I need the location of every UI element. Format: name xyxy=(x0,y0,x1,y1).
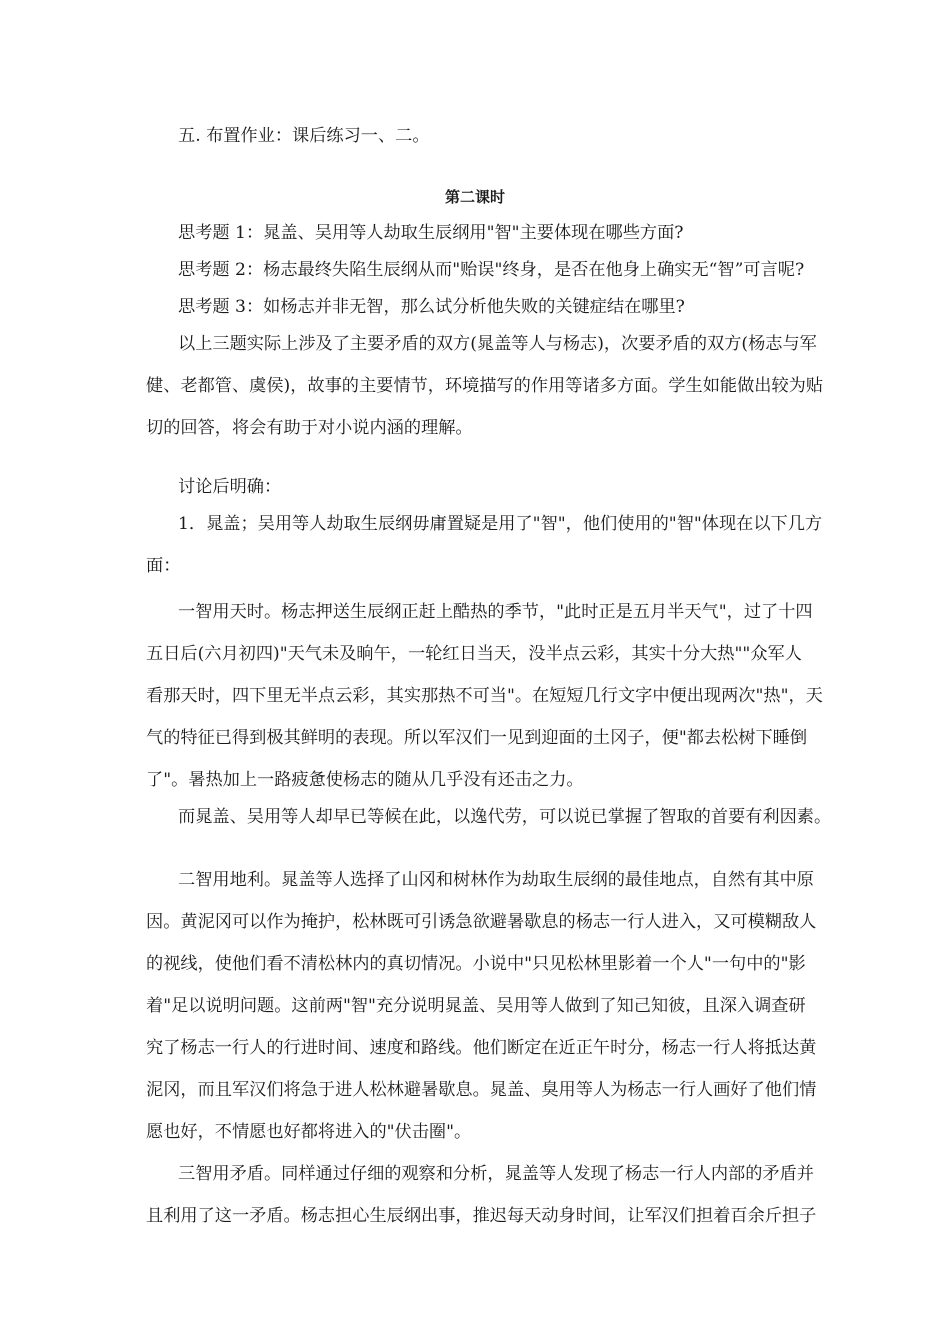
summary-line: 切的回答，将会有助于对小说内涵的理解。 xyxy=(146,418,473,438)
wisdom-2-line: 泥冈，而且军汉们将急于进人松林避暑歇息。晁盖、臭用等人为杨志一行人画好了他们情 xyxy=(146,1080,817,1100)
wisdom-1-line: 一智用天时。杨志押送生辰纲正赶上酷热的季节，"此时正是五月半天气"，过了十四 xyxy=(178,602,813,622)
wisdom-2-line: 愿也好，不情愿也好都将进入的"伏击圈"。 xyxy=(146,1122,472,1142)
question-1: 思考题 1：晁盖、吴用等人劫取生辰纲用"智"主要体现在哪些方面? xyxy=(178,223,684,243)
assignment-line: 五. 布置作业：课后练习一、二。 xyxy=(178,126,430,146)
wisdom-1-line: 了"。暑热加上一路疲惫使杨志的随从几乎没有还击之力。 xyxy=(146,770,584,790)
wisdom-1-line: 看那天时，四下里无半点云彩，其实那热不可当"。在短短几行文字中便出现两次"热"，天 xyxy=(146,686,823,706)
question-3: 思考题 3：如杨志并非无智，那么试分析他失败的关键症结在哪里? xyxy=(178,297,685,317)
wisdom-3-line: 三智用矛盾。同样通过仔细的观察和分析，晁盖等人发现了杨志一行人内部的矛盾并 xyxy=(178,1164,814,1184)
wisdom-2-line: 的视线，使他们看不清松林内的真切情况。小说中"只见松林里影着一个人"一句中的"影 xyxy=(146,954,806,974)
wisdom-3-line: 且利用了这一矛盾。杨志担心生辰纲出事，推迟每天动身时间，让军汉们担着百余斤担子 xyxy=(146,1206,817,1226)
summary-line: 以上三题实际上涉及了主要矛盾的双方(晁盖等人与杨志)，次要矛盾的双方(杨志与军 xyxy=(178,334,817,354)
point-1-line: 1．晁盖；吴用等人劫取生辰纲毋庸置疑是用了"智"，他们使用的"智"体现在以下几方 xyxy=(178,514,823,534)
wisdom-1-conclusion: 而晁盖、吴用等人却早已等候在此，以逸代劳，可以说已掌握了智取的首要有利因素。 xyxy=(178,807,832,827)
wisdom-1-line: 气的特征已得到极其鲜明的表现。所以军汉们一见到迎面的土冈子，便"都去松树下睡倒 xyxy=(146,728,808,748)
section-title: 第二课时 xyxy=(444,188,505,206)
wisdom-2-line: 二智用地利。晁盖等人选择了山冈和树林作为劫取生辰纲的最佳地点，自然有其中原 xyxy=(178,870,814,890)
wisdom-2-line: 着"足以说明问题。这前两"智"充分说明晁盖、吴用等人做到了知己知彼，且深入调查研 xyxy=(146,996,806,1016)
discussion-label: 讨论后明确： xyxy=(178,477,282,497)
wisdom-1-line: 五日后(六月初四)"天气未及晌午，一轮红日当天，没半点云彩，其实十分大热""众军人 xyxy=(146,644,802,664)
summary-line: 健、老都管、虞侯)，故事的主要情节，环境描写的作用等诸多方面。学生如能做出较为贴 xyxy=(146,376,824,396)
wisdom-2-line: 因。黄泥冈可以作为掩护，松林既可引诱急欲避暑歇息的杨志一行人进入，又可模糊敌人 xyxy=(146,912,817,932)
wisdom-2-line: 究了杨志一行人的行进时间、速度和路线。他们断定在近正午时分，杨志一行人将抵达黄 xyxy=(146,1038,817,1058)
point-1-line: 面： xyxy=(146,556,181,576)
question-2: 思考题 2：杨志最终失陷生辰纲从而"贻误"终身，是否在他身上确实无“智”可言呢? xyxy=(178,260,805,280)
